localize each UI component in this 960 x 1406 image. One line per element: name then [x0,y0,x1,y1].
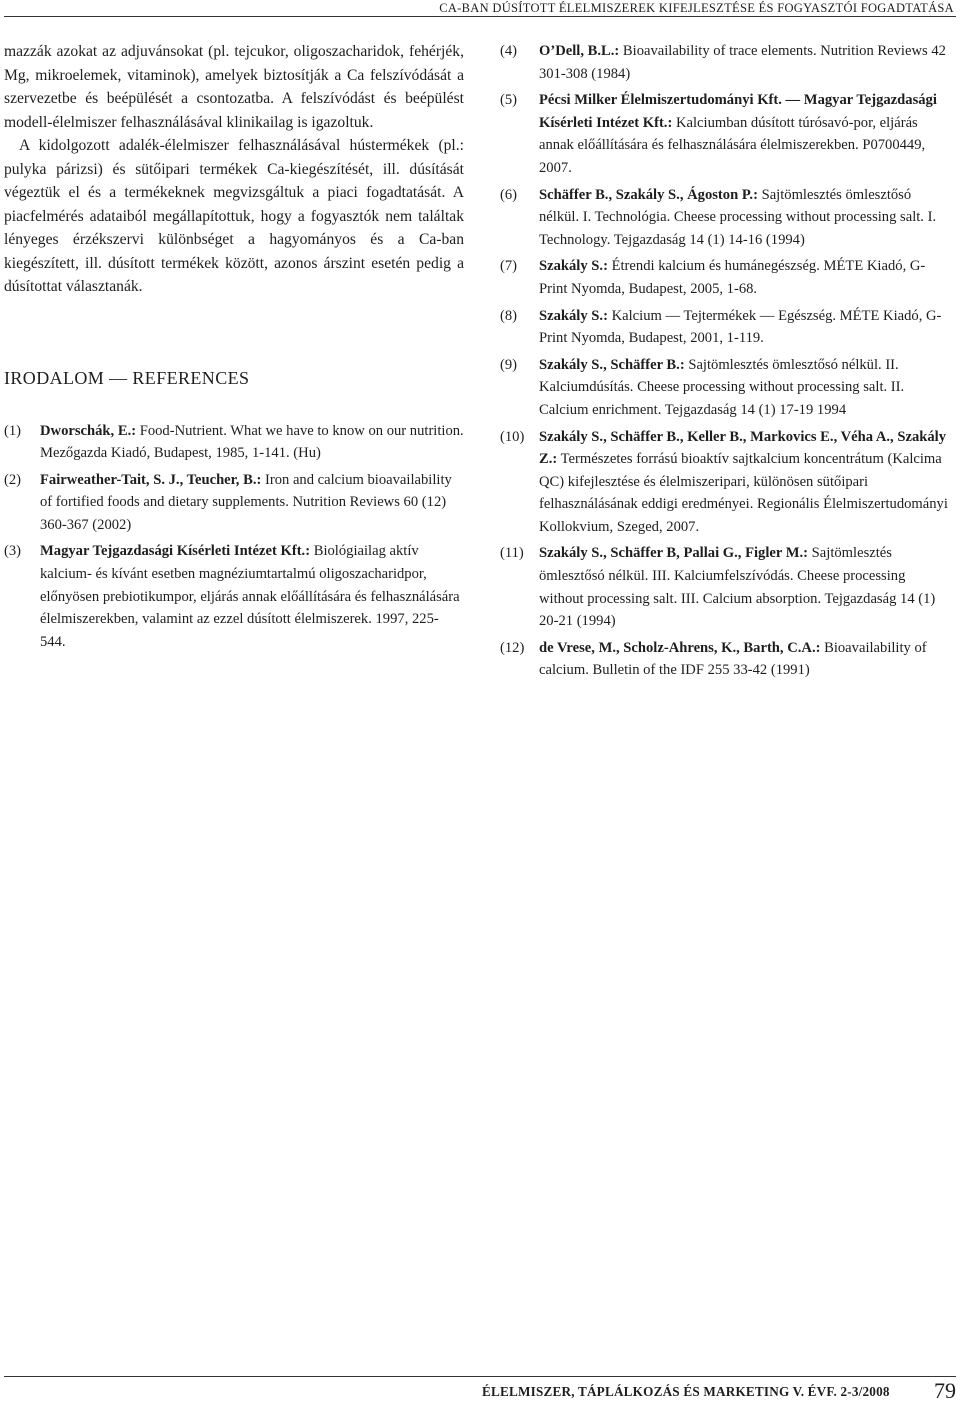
reference-details: Kalciumban dúsított túrósavó-por, eljárás annak előállítására és felhasználására élelmiszerekben. P0700449, 2007. [539,114,926,176]
reference-text [539,305,950,350]
footer-rule [4,1376,956,1377]
page-number: 79 [934,1378,956,1403]
reference-details: Iron and calcium bioavailability of fortified foods and dietary supplements. Nutrition Reviews 60 (12) 360-367 (2002) [40,471,452,533]
reference-details: Étrendi kalcium és humánegészség. MÉTE Kiadó, G-Print Nyomda, Budapest, 2005, 1-68. [539,258,926,297]
reference-details: Sajtömlesztés ömlesztősó nélkül. II. Kalciumdúsítás. Cheese processing without processing salt. II. Calcium enrichment. Tejgazdaság 14 (1) 17-19 1994 [539,356,905,418]
reference-authors: Szakály S., Schäffer B, Pallai G., Figler M.: [539,545,809,562]
reference-number: (2) [4,471,22,488]
reference-number: (6) [500,186,518,203]
header-rule [4,16,956,17]
reference-item [500,637,950,682]
reference-item [4,469,464,537]
reference-number: (7) [500,258,518,275]
reference-authors: Dworschák, E.: [40,422,137,439]
right-column [500,40,950,686]
reference-number: (3) [4,543,22,560]
running-head: CA-BAN DÚSÍTOTT ÉLELMISZEREK KIFEJLESZTÉSE ÉS FOGYASZTÓI FOGADTATÁSA [439,1,954,15]
reference-item [500,305,950,350]
reference-item [500,89,950,179]
reference-number: (9) [500,356,518,373]
reference-text [539,637,950,682]
reference-number: (8) [500,307,518,324]
reference-authors: de Vrese, M., Scholz-Ahrens, K., Barth, C.A.: [539,639,821,656]
reference-number: (1) [4,422,22,439]
reference-details: Bioavailability of calcium. Bulletin of the IDF 255 33-42 (1991) [539,639,927,679]
reference-details: Food-Nutrient. What we have to know on our nutrition. Mezőgazda Kiadó, Budapest, 1985, 1-141. (Hu) [40,422,464,462]
section-heading: IRODALOM — REFERENCES [4,367,250,388]
reference-authors: Szakály S.: [539,307,608,324]
reference-text [40,540,464,653]
reference-text [539,542,950,632]
reference-item [500,184,950,252]
left-column [4,40,464,657]
reference-authors: O’Dell, B.L.: [539,43,620,59]
reference-item [500,542,950,632]
reference-details: Sajtömlesztés ömlesztősó nélkül. I. Technológia. Cheese processing without processing salt. I. Technology. Tejgazdaság 14 (1) 14-16 (1994) [539,186,937,248]
reference-text [539,184,950,252]
reference-authors: Schäffer B., Szakály S., Ágoston P.: [539,186,758,203]
reference-authors: Fairweather-Tait, S. J., Teucher, B.: [40,471,262,488]
reference-item [4,540,464,653]
reference-text [40,469,464,537]
reference-item [500,354,950,422]
reference-text [539,426,950,539]
body-paragraph-2: A kidolgozott adalék-élelmiszer felhasználásával hústermékek (pl.: pulyka párizsi) és sütőipari termékek Ca-kiegészítését, ill. dúsítását végeztük el és a termékeknek megvizsgáltuk a piaci fogadtatását. A piacfelmérés adataiból megállapítottuk, hogy a fogyasztók nem találtak lényeges érzékszervi különbséget a hagyományos és a Ca-ban kiegészített, ill. dúsított termékek között, azonos árszint esetén pedig a dúsítottat választanák. [4,137,464,295]
reference-details: Sajtömlesztés ömlesztősó nélkül. III. Kalciumfelszívódás. Cheese processing without processing salt. III. Calcium absorption. Tejgazdaság 14 (1) 20-21 (1994) [539,545,936,630]
reference-details: Bioavailability of trace elements. Nutrition Reviews 42 301-308 (1984) [539,43,946,82]
reference-number: (5) [500,92,518,109]
reference-details: Kalcium — Tejtermékek — Egészség. MÉTE Kiadó, G-Print Nyomda, Budapest, 2001, 1-119. [539,307,942,347]
reference-authors: Szakály S., Schäffer B., Keller B., Markovics E., Véha A., Szakály Z.: [539,428,947,468]
reference-text [539,255,950,300]
reference-text [40,420,464,465]
reference-item [500,426,950,539]
reference-authors: Magyar Tejgazdasági Kísérleti Intézet Kft.: [40,543,311,560]
reference-authors: Szakály S.: [539,258,608,275]
reference-number: (4) [500,43,518,59]
reference-text [539,40,950,85]
reference-item [500,40,950,85]
reference-number: (10) [500,428,525,445]
reference-authors: Pécsi Milker Élelmiszertudományi Kft. — Magyar Tejgazdasági Kísérleti Intézet Kft.: [539,92,937,131]
footer-journal-title: ÉLELMISZER, TÁPLÁLKOZÁS ÉS MARKETING V. ÉVF. 2-3/2008 [482,1384,890,1399]
reference-list-left [4,420,464,654]
reference-details: Biológiailag aktív kalcium- és kívánt esetben magnéziumtartalmú oligoszacharidpor, előnyösen prebiotikumpor, eljárás annak előállítására és felhasználására élelmiszerekben, valamint az ezzel dúsított élelmiszerek. 1997, 225-544. [40,543,460,650]
reference-text [539,354,950,422]
reference-text [539,89,950,179]
reference-item [500,255,950,300]
reference-number: (12) [500,639,525,656]
body-text [4,40,464,299]
reference-item [4,420,464,465]
reference-details: Természetes forrású bioaktív sajtkalcium koncentrátum (Kalcima QC) kifejlesztése és élelmiszeripari, különösen sütőipari felhasználásának eddigi eredményei. Regionális Élelmiszertudományi Kollokvium, Szeged, 2007. [539,451,948,535]
body-paragraph-1: mazzák azokat az adjuvánsokat (pl. tejcukor, oligoszacharidok, fehérjék, Mg, mikroelemek, vitaminok), amelyek biztosítják a Ca felszívódását a szervezetbe és beépülését a csontozatba. A felszívódást és beépülést modell-élelmiszer felhasználásával klinikailag is igazoltuk. [4,43,464,131]
reference-authors: Szakály S., Schäffer B.: [539,356,685,373]
reference-number: (11) [500,545,524,562]
